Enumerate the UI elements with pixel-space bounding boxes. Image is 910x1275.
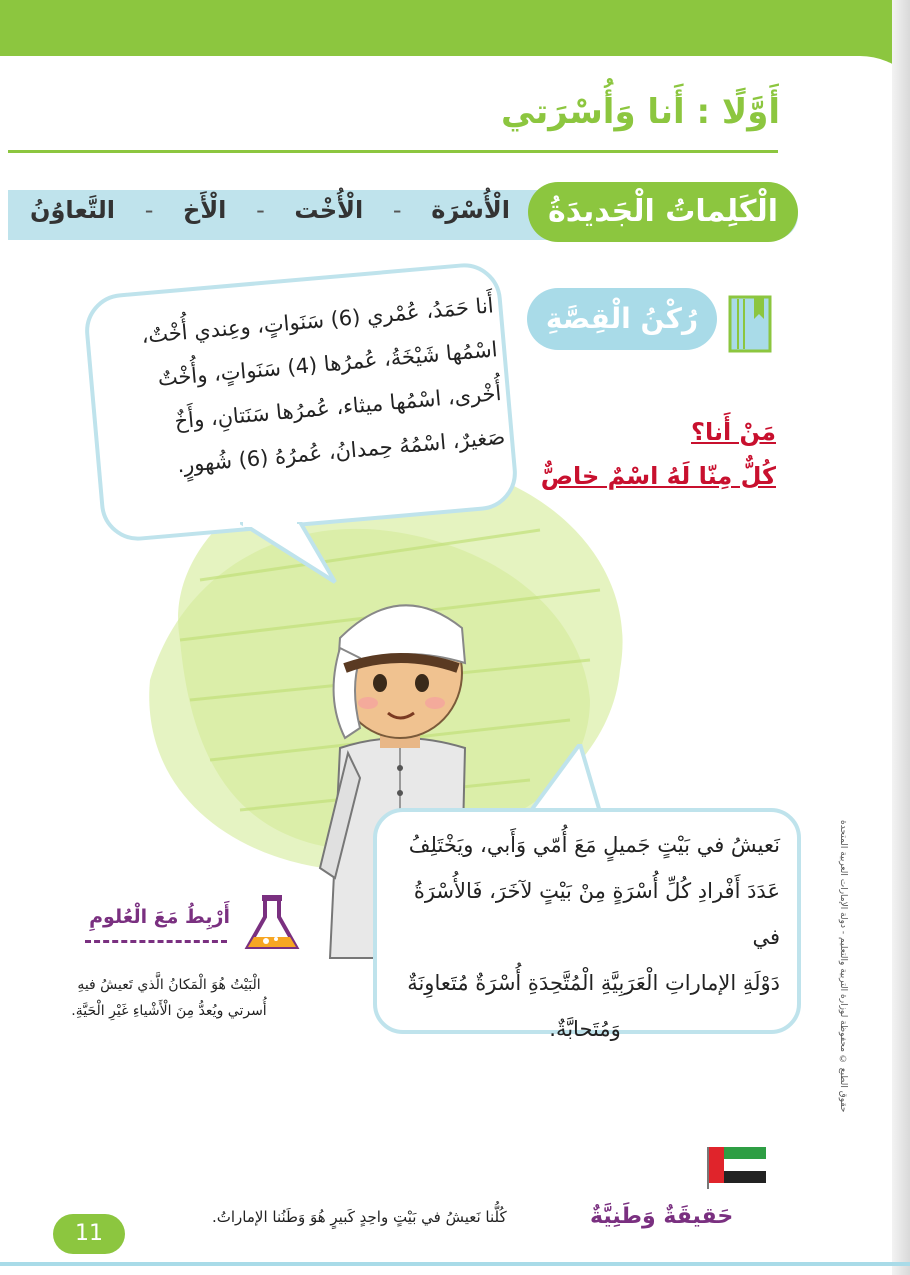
page-number: 11 [53, 1214, 125, 1254]
intro-text [103, 283, 507, 492]
bubble-tail [520, 744, 610, 816]
intro-line: أَنا حَمَدُ، عُمْري (6) سَنَواتٍ، وعِندي أُخْتٌ، [140, 293, 495, 349]
vocab-label: الْكَلِماتُ الْجَديدَةُ [528, 182, 798, 242]
lesson-title: أَوَّلًا : أَنا وَأُسْرَتي [501, 92, 780, 132]
science-link-text: الْبَيْتُ هُوَ الْمَكانُ الَّذي تَعيشُ فيهِ أُسرتي ويُعدُّ مِنَ الْأَشْياءِ غَيْرِ الْحَيَّةِ. [71, 977, 267, 1019]
family-line: نَعيشُ في بَيْتٍ جَميلٍ مَعَ أُمّي وَأَبي، ويَخْتَلِفُ [408, 833, 780, 857]
dashed-divider [85, 940, 227, 943]
title-underline [8, 150, 778, 153]
story-corner-label: رُكْنُ الْقِصَّةِ [527, 288, 717, 350]
bottom-rule [0, 1262, 910, 1266]
vocab-separator: - [256, 196, 265, 224]
vocab-word: التَّعاوُنُ [30, 196, 116, 224]
page-edge-shadow [892, 0, 910, 1275]
vocab-separator: - [392, 196, 402, 224]
family-line: عَدَدَ أَفْرادِ كُلِّ أُسْرَةٍ مِنْ بَيْتٍ لآخَرَ، فَالأُسْرَةُ في [413, 879, 780, 949]
vocab-list [30, 196, 510, 224]
flask-icon [244, 893, 300, 953]
national-fact-title: حَقيقَةٌ وَطَنِيَّةٌ [590, 1204, 734, 1229]
intro-line: أُخْرى، اسْمُها ميثاء، عُمرُها سَنَتانِ، وأَخٌ [173, 380, 503, 434]
family-line: وَمُتَحابَّةٌ. [549, 1017, 621, 1041]
uae-flag-icon [706, 1143, 768, 1189]
science-link-title: أَرْبِطُ مَعَ الْعُلومِ [89, 906, 230, 928]
intro-line: اسْمُها شَيْخَةُ، عُمرُها (4) سَنَواتٍ، وأُخْتٌ [156, 337, 499, 391]
question-line: مَنْ أَنا؟ [691, 418, 776, 446]
family-line: دَوْلَةِ الإماراتِ الْعَرَبِيَّةِ الْمُتَّحِدَةِ أُسْرَةٌ مُتَعاوِنَةٌ [407, 971, 780, 995]
question-line: كُلٌّ مِنّا لَهُ اسْمٌ خاصٌّ [540, 462, 776, 490]
intro-line: صَغيرٌ، اسْمُهُ حِمدانُ، عُمرُهُ (6) شُهورٍ. [176, 424, 507, 478]
vocab-word: الْأُخْت [294, 196, 364, 224]
national-fact-text: كُلُّنا نَعيشُ في بَيْتٍ واحِدٍ كَبيرٍ هُوَ وَطَنُنا الإماراتُ. [212, 1208, 507, 1226]
vocab-word: الْأَخ [183, 196, 227, 224]
copyright-note: حقوق الطبع © محفوظة لوزارة التربية والتعليم - دولة الإمارات العربية المتحدة [838, 820, 848, 1113]
book-icon [728, 295, 772, 353]
vocab-word: الْأُسْرَة [431, 196, 510, 224]
family-text [390, 822, 780, 1052]
story-question [541, 410, 776, 498]
vocab-separator: - [144, 196, 154, 224]
